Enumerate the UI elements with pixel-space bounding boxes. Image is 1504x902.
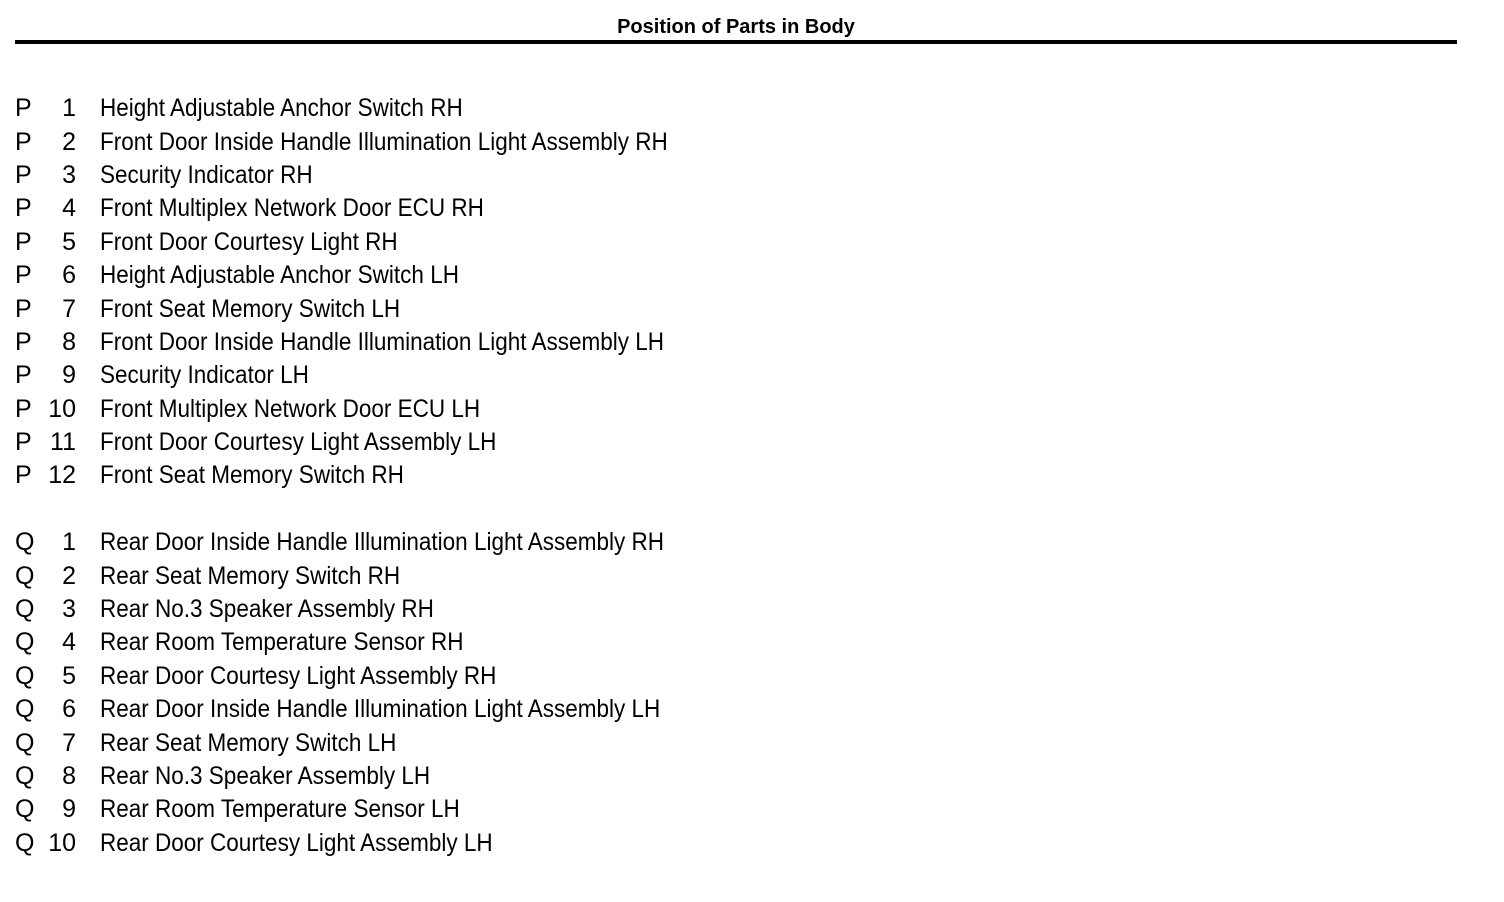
part-letter: P: [15, 361, 32, 390]
list-item: [15, 192, 731, 225]
part-number: 7: [62, 294, 76, 323]
part-letter: P: [15, 294, 32, 323]
part-letter: P: [15, 160, 32, 189]
list-item: [15, 526, 731, 559]
part-letter: P: [15, 261, 32, 290]
part-name: Rear Door Inside Handle Illumination Light Assembly RH: [100, 528, 665, 557]
list-item: [15, 559, 731, 592]
part-name: Rear Door Courtesy Light Assembly RH: [100, 661, 497, 690]
page-title: Position of Parts in Body: [617, 16, 855, 38]
part-number: 10: [48, 828, 76, 857]
part-letter: Q: [15, 661, 35, 690]
part-name: Front Multiplex Network Door ECU RH: [100, 194, 484, 223]
part-name: Front Door Inside Handle Illumination Light Assembly LH: [100, 327, 665, 356]
part-name: Rear Room Temperature Sensor RH: [100, 628, 464, 657]
list-item: [15, 827, 731, 860]
part-number: 4: [62, 194, 76, 223]
part-number: 1: [62, 94, 76, 123]
part-number: 5: [62, 227, 76, 256]
part-number: 8: [62, 327, 76, 356]
parts-group: [15, 526, 731, 860]
part-letter: Q: [15, 762, 35, 790]
part-name: Front Seat Memory Switch RH: [100, 461, 404, 490]
list-item: [15, 726, 731, 759]
part-letter: Q: [15, 528, 35, 557]
list-item: [15, 292, 731, 325]
part-letter: P: [15, 461, 32, 490]
part-number: 8: [62, 762, 76, 790]
part-number: 11: [50, 428, 76, 457]
part-letter: Q: [15, 828, 35, 857]
part-name: Front Door Courtesy Light RH: [100, 227, 398, 256]
list-item: [15, 125, 731, 158]
part-letter: Q: [15, 595, 35, 624]
list-item: [15, 593, 731, 626]
part-name: Security Indicator RH: [100, 160, 313, 189]
list-item: [15, 459, 731, 492]
list-item: [15, 626, 731, 659]
list-item: [15, 226, 731, 259]
list-item: [15, 660, 731, 693]
part-name: Rear No.3 Speaker Assembly RH: [100, 595, 434, 624]
part-letter: P: [15, 94, 32, 123]
part-number: 2: [62, 127, 76, 156]
list-item: [15, 92, 731, 125]
part-number: 10: [48, 394, 76, 423]
part-letter: P: [15, 227, 32, 256]
part-name: Rear Door Inside Handle Illumination Light Assembly LH: [100, 695, 661, 724]
part-letter: P: [15, 327, 32, 356]
part-name: Rear Door Courtesy Light Assembly LH: [100, 828, 493, 857]
part-letter: P: [15, 194, 32, 223]
part-number: 2: [62, 561, 76, 590]
list-item: [15, 760, 731, 793]
part-name: Rear No.3 Speaker Assembly LH: [100, 762, 431, 790]
part-letter: Q: [15, 561, 35, 590]
part-name: Rear Room Temperature Sensor LH: [100, 795, 460, 824]
part-number: 9: [62, 361, 76, 390]
part-number: 7: [62, 728, 76, 757]
part-name: Height Adjustable Anchor Switch RH: [100, 94, 463, 123]
part-name: Front Seat Memory Switch LH: [100, 294, 401, 323]
part-number: 6: [62, 261, 76, 290]
part-number: 4: [62, 628, 76, 657]
part-letter: Q: [15, 628, 35, 657]
list-item: [15, 326, 731, 359]
list-item: [15, 159, 731, 192]
list-item: [15, 393, 731, 426]
part-number: 5: [62, 661, 76, 690]
part-letter: P: [15, 394, 32, 423]
parts-list: [15, 92, 731, 860]
list-item: [15, 259, 731, 292]
part-number: 3: [62, 160, 76, 189]
part-letter: P: [15, 428, 32, 457]
part-letter: Q: [15, 795, 35, 824]
list-item: [15, 693, 731, 726]
part-letter: Q: [15, 695, 35, 724]
part-name: Front Door Inside Handle Illumination Light Assembly RH: [100, 127, 668, 156]
part-number: 1: [62, 528, 76, 557]
list-item: [15, 793, 731, 826]
part-letter: P: [15, 127, 32, 156]
part-number: 3: [62, 595, 76, 624]
part-letter: Q: [15, 728, 35, 757]
part-number: 6: [62, 695, 76, 724]
list-item: [15, 426, 731, 459]
parts-group: [15, 92, 731, 493]
part-name: Front Door Courtesy Light Assembly LH: [100, 428, 497, 457]
list-item: [15, 359, 731, 392]
part-number: 9: [62, 795, 76, 824]
part-name: Rear Seat Memory Switch RH: [100, 561, 401, 590]
part-number: 12: [48, 461, 76, 490]
title-divider: [15, 40, 1457, 44]
part-name: Height Adjustable Anchor Switch LH: [100, 261, 459, 290]
part-name: Front Multiplex Network Door ECU LH: [100, 394, 481, 423]
part-name: Security Indicator LH: [100, 361, 309, 390]
part-name: Rear Seat Memory Switch LH: [100, 728, 397, 757]
